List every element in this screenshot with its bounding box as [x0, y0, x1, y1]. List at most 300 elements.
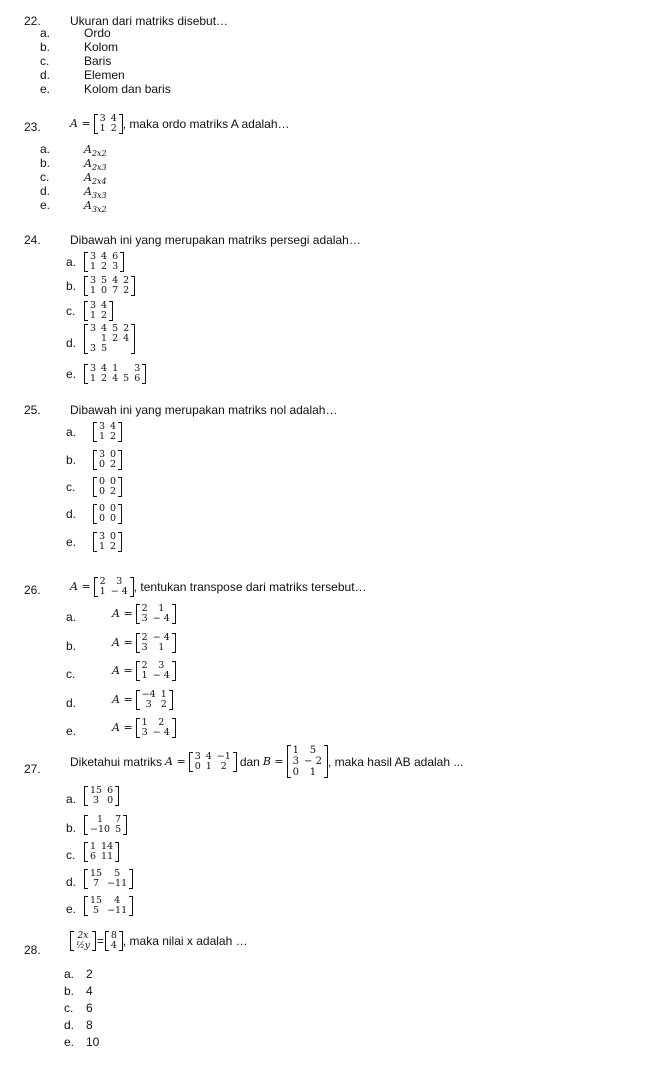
- matrix-grid: [140, 633, 172, 653]
- matrix-cell: 3: [90, 343, 97, 354]
- matrix-cell: 0: [110, 503, 117, 514]
- matrix-cell: 2: [123, 275, 130, 286]
- option-letter: d.: [40, 68, 51, 82]
- option-letter: a.: [40, 142, 51, 156]
- question-number: 28.: [24, 943, 41, 957]
- question-text-before: Diketahui matriks: [70, 754, 163, 769]
- matrix-cell: 3: [292, 756, 300, 767]
- option-letter: c.: [66, 667, 76, 681]
- matrix-cell: 3: [145, 699, 152, 710]
- option-letter: d.: [66, 696, 77, 710]
- matrix-cell: 1: [90, 373, 97, 384]
- bracket-right: [172, 633, 176, 653]
- option-a: [0, 967, 659, 981]
- question-number: 24.: [24, 233, 41, 247]
- matrix-cell: [123, 344, 129, 354]
- option-b: [0, 40, 659, 54]
- matrix-cell: 0: [101, 285, 108, 296]
- option-matrix: [84, 276, 135, 296]
- matrix-cell: 3: [194, 750, 201, 762]
- option-var: A =: [112, 664, 133, 677]
- matrix-cell: 2: [158, 717, 165, 728]
- matrix-grid: [140, 718, 172, 738]
- option-d: [0, 1018, 659, 1032]
- option-matrix: [84, 786, 119, 806]
- option-var: A: [84, 171, 92, 184]
- matrix-b-name: B =: [262, 754, 284, 768]
- matrix-cell: 1: [112, 363, 119, 374]
- bracket-right: [120, 252, 124, 272]
- question-text: [70, 114, 290, 134]
- matrix-cell: 4: [112, 373, 119, 384]
- matrix-cell: 5: [123, 373, 130, 384]
- option-sub: 2x2: [91, 149, 107, 158]
- matrix-grid: [88, 301, 109, 321]
- matrix-cell: 3: [158, 660, 165, 671]
- matrix-cell: 15: [90, 868, 103, 879]
- matrix-cell: 1: [99, 431, 106, 442]
- bracket-right: [131, 324, 135, 354]
- option-letter: a.: [40, 26, 51, 40]
- option-text: Elemen: [84, 68, 125, 82]
- option-sub: 2x3: [91, 163, 107, 172]
- matrix-cell: 1: [99, 123, 106, 134]
- matrix-cell: 1: [101, 333, 108, 344]
- option-a: [0, 603, 659, 624]
- matrix-grid: [88, 842, 115, 862]
- option-b: [0, 814, 659, 835]
- matrix-cell: 3: [90, 323, 97, 334]
- option-letter: b.: [40, 156, 51, 170]
- matrix-grid: [88, 276, 131, 296]
- option-c: [0, 170, 659, 184]
- option-d: [0, 689, 659, 710]
- matrix: [94, 577, 134, 597]
- option-letter: d.: [40, 184, 51, 198]
- matrix-cell: 3: [90, 363, 97, 374]
- matrix-name: A =: [70, 117, 91, 130]
- option-text: 10: [86, 1035, 100, 1049]
- option-e: [0, 717, 659, 738]
- option-letter: e.: [40, 82, 51, 96]
- matrix-cell: 3: [141, 727, 148, 738]
- option-a: [0, 142, 659, 156]
- matrix-grid: [109, 931, 119, 951]
- matrix-cell: − 4: [152, 727, 170, 738]
- matrix-cell: 4: [112, 275, 119, 286]
- bracket-right: [109, 301, 113, 321]
- option-e: [0, 895, 659, 916]
- matrix-cell: 2: [141, 632, 148, 643]
- matrix-cell: 5: [309, 745, 317, 756]
- matrix-cell: 0: [110, 531, 117, 542]
- option-d: [0, 68, 659, 82]
- option-text: 2: [86, 967, 93, 981]
- option-sub: 3x2: [91, 205, 107, 214]
- matrix-cell: −4: [141, 689, 156, 700]
- option-matrix: [84, 301, 113, 321]
- option-matrix-wrap: [93, 477, 122, 497]
- bracket-right: [92, 931, 96, 951]
- option-matrix: [84, 815, 127, 835]
- option-text: 4: [86, 984, 93, 998]
- matrix-grid: [88, 786, 115, 806]
- option-matrix: [93, 450, 122, 470]
- matrix-grid: [88, 869, 129, 889]
- matrix-cell: 2: [110, 123, 117, 134]
- matrix-grid: [97, 450, 118, 470]
- bracket-right: [118, 477, 122, 497]
- option-letter: a.: [66, 255, 77, 269]
- option-equation: [112, 718, 176, 738]
- matrix-cell: 2: [101, 373, 108, 384]
- matrix-grid: [98, 577, 130, 597]
- matrix-cell: 0: [99, 503, 106, 514]
- option-letter: a.: [66, 792, 77, 806]
- matrix-cell: − 4: [152, 632, 170, 643]
- option-equation: [112, 604, 176, 624]
- option-letter: b.: [66, 821, 77, 835]
- option-var: A =: [112, 693, 133, 706]
- option-matrix-wrap: [84, 869, 133, 889]
- option-text: Baris: [84, 54, 112, 68]
- bracket-right: [118, 504, 122, 524]
- question-text: Dibawah ini yang merupakan matriks nol adalah…: [70, 403, 338, 417]
- option-text: Ordo: [84, 26, 111, 40]
- option-var: A: [84, 157, 92, 170]
- bracket-right: [129, 896, 133, 916]
- question-number: 23.: [24, 120, 41, 134]
- option-b: [0, 984, 659, 998]
- matrix-grid: [88, 896, 129, 916]
- matrix-cell: 3: [141, 642, 148, 653]
- matrix-cell: 6: [112, 251, 119, 262]
- matrix-cell: 1: [99, 541, 106, 552]
- matrix-cell: 2: [123, 285, 130, 296]
- matrix-cell: 1: [90, 261, 97, 272]
- option-var: A =: [112, 636, 133, 649]
- bracket-right: [172, 718, 176, 738]
- matrix-cell: 4: [205, 750, 212, 762]
- question-text: [70, 577, 367, 597]
- option-a: [0, 785, 659, 806]
- matrix-cell: 1: [99, 586, 106, 597]
- option-matrix: [84, 324, 135, 354]
- option-var: A: [84, 143, 92, 156]
- matrix-a-name: A =: [165, 754, 186, 768]
- option-e: [0, 198, 659, 212]
- matrix-cell: 2: [101, 261, 108, 272]
- matrix-cell: 4: [114, 895, 121, 906]
- matrix-cell: 2: [110, 459, 117, 470]
- bracket-right: [172, 661, 176, 681]
- matrix-cell: − 2: [304, 756, 322, 767]
- option-letter: d.: [64, 1018, 75, 1032]
- matrix-cell: 3: [134, 363, 141, 374]
- option-letter: d.: [66, 336, 77, 350]
- option-equation: [112, 690, 173, 710]
- matrix-cell: − 4: [110, 586, 128, 597]
- option-matrix: [84, 896, 133, 916]
- matrix-cell: 1: [141, 670, 148, 681]
- matrix-grid: [193, 752, 233, 772]
- bracket-right: [118, 450, 122, 470]
- option-matrix: [136, 690, 173, 710]
- option-c: [0, 660, 659, 681]
- matrix-cell: 3: [99, 421, 106, 432]
- option-letter: e.: [66, 535, 77, 549]
- option-letter: c.: [40, 170, 50, 184]
- option-matrix: [84, 869, 133, 889]
- matrix-cell: 0: [110, 476, 117, 487]
- matrix-cell: 3: [93, 795, 100, 806]
- matrix-cell: 0: [110, 449, 117, 460]
- matrix-cell: 2x: [77, 931, 89, 941]
- matrix-grid: [140, 604, 172, 624]
- bracket-right: [118, 532, 122, 552]
- option-matrix: [93, 532, 122, 552]
- matrix-cell: 4: [110, 113, 117, 124]
- option-letter: c.: [40, 54, 50, 68]
- matrix-cell: −11: [107, 878, 128, 889]
- matrix-cell: 3: [116, 576, 123, 587]
- question-text-mid: dan: [239, 754, 260, 769]
- matrix-cell: 2: [220, 760, 227, 772]
- matrix-cell: 7: [112, 285, 119, 296]
- option-e: [0, 82, 659, 96]
- option-matrix-wrap: [93, 532, 122, 552]
- option-b: [0, 632, 659, 653]
- matrix-grid: [97, 477, 118, 497]
- bracket-right: [123, 815, 127, 835]
- matrix-cell: 3: [99, 113, 106, 124]
- matrix-left: [70, 931, 96, 951]
- bracket-right: [169, 690, 173, 710]
- matrix-b: [287, 745, 328, 778]
- option-a: [0, 421, 659, 442]
- option-letter: e.: [40, 198, 51, 212]
- question-number: 27.: [24, 762, 41, 776]
- option-letter: c.: [66, 304, 76, 318]
- matrix-grid: [97, 532, 118, 552]
- matrix-cell: 5: [101, 275, 108, 286]
- matrix-cell: 0: [107, 795, 114, 806]
- option-matrix-wrap: [84, 815, 127, 835]
- matrix-cell: 3: [112, 261, 119, 272]
- matrix-cell: 1: [90, 310, 97, 321]
- matrix-cell: 11: [101, 851, 114, 862]
- matrix-cell: 2: [110, 541, 117, 552]
- option-matrix: [84, 252, 124, 272]
- question-text-after: , maka ordo matriks A adalah…: [122, 117, 290, 131]
- question-text: [70, 931, 248, 951]
- matrix-cell: 1: [160, 689, 167, 700]
- option-d: [0, 503, 659, 524]
- matrix-cell: − 4: [152, 613, 170, 624]
- option-matrix: [84, 364, 146, 384]
- option-letter: c.: [66, 848, 76, 862]
- matrix-cell: 5: [114, 868, 121, 879]
- matrix-cell: 5: [112, 323, 119, 334]
- matrix-cell: 4: [101, 251, 108, 262]
- matrix-cell: 0: [194, 760, 201, 772]
- matrix-cell: 3: [90, 300, 97, 311]
- matrix-cell: 2: [123, 323, 130, 334]
- matrix-cell: −11: [107, 905, 128, 916]
- option-letter: b.: [40, 40, 51, 54]
- matrix-cell: − 4: [152, 670, 170, 681]
- matrix-grid: [97, 422, 118, 442]
- bracket-right: [115, 786, 119, 806]
- option-matrix-wrap: [84, 324, 135, 354]
- matrix-cell: 6: [134, 373, 141, 384]
- option-order: [84, 198, 107, 214]
- option-e: [0, 363, 659, 384]
- matrix-cell: 5: [101, 343, 108, 354]
- question-text: [70, 745, 463, 778]
- matrix-cell: 4: [123, 333, 130, 344]
- matrix-grid: [97, 504, 118, 524]
- option-letter: e.: [66, 902, 77, 916]
- question-number: 26.: [24, 583, 41, 597]
- option-matrix-wrap: [84, 364, 146, 384]
- matrix-cell: 1: [97, 814, 104, 825]
- option-equation: [112, 661, 176, 681]
- bracket-right: [172, 604, 176, 624]
- matrix-cell: 15: [90, 785, 103, 796]
- matrix-cell: 3: [90, 275, 97, 286]
- equals-sign: =: [96, 934, 104, 948]
- option-d: [0, 323, 659, 354]
- matrix-cell: 4: [110, 421, 117, 432]
- matrix-cell: 2: [112, 333, 119, 344]
- matrix-cell: 1: [205, 760, 212, 772]
- option-text: 6: [86, 1001, 93, 1015]
- matrix-cell: 1: [90, 285, 97, 296]
- option-text: Kolom dan baris: [84, 82, 171, 96]
- matrix-cell: 14: [101, 841, 114, 852]
- option-c: [0, 476, 659, 497]
- matrix-cell: 1: [309, 767, 317, 778]
- option-a: [0, 26, 659, 40]
- matrix: [94, 114, 123, 134]
- bracket-right: [131, 276, 135, 296]
- matrix-grid: [98, 114, 119, 134]
- matrix-cell: [112, 344, 118, 354]
- option-matrix-wrap: [84, 252, 124, 272]
- option-matrix: [93, 422, 122, 442]
- question-number: 25.: [24, 403, 41, 417]
- option-d: [0, 868, 659, 889]
- matrix-cell: 7: [93, 878, 100, 889]
- matrix-cell: 4: [101, 323, 108, 334]
- option-matrix: [136, 633, 176, 653]
- option-matrix-wrap: [93, 504, 122, 524]
- option-c: [0, 54, 659, 68]
- option-matrix: [136, 718, 176, 738]
- matrix-cell: 15: [90, 895, 103, 906]
- option-c: [0, 841, 659, 862]
- matrix-cell: 5: [115, 824, 122, 835]
- option-var: A =: [112, 607, 133, 620]
- matrix-cell: −1: [216, 750, 231, 762]
- matrix-cell: 1: [90, 841, 97, 852]
- option-letter: d.: [66, 507, 77, 521]
- matrix-grid: [88, 815, 123, 835]
- matrix-cell: 1: [158, 642, 165, 653]
- matrix-a: [189, 752, 237, 772]
- matrix-cell: 7: [115, 814, 122, 825]
- option-var: A =: [112, 721, 133, 734]
- bracket-right: [142, 364, 146, 384]
- matrix-grid: [88, 364, 142, 384]
- matrix-cell: 2: [110, 431, 117, 442]
- option-matrix-wrap: [93, 422, 122, 442]
- matrix-cell: ½y: [76, 941, 90, 951]
- matrix-cell: 2: [141, 660, 148, 671]
- matrix-cell: 1: [292, 745, 300, 756]
- option-b: [0, 275, 659, 296]
- matrix-cell: −10: [90, 824, 111, 835]
- matrix-cell: 2: [141, 603, 148, 614]
- matrix-cell: 0: [99, 459, 106, 470]
- option-matrix: [93, 477, 122, 497]
- bracket-right: [118, 422, 122, 442]
- question-text: Dibawah ini yang merupakan matriks persegi adalah…: [70, 233, 361, 247]
- question-text-after: , maka hasil AB adalah ...: [327, 754, 464, 769]
- matrix-cell: 2: [110, 486, 117, 497]
- matrix-cell: 4: [110, 940, 117, 951]
- matrix-cell: 5: [93, 905, 100, 916]
- option-letter: b.: [66, 453, 77, 467]
- matrix-grid: [140, 690, 169, 710]
- question-text-after: , maka nilai x adalah …: [122, 934, 248, 948]
- matrix-cell: 3: [99, 449, 106, 460]
- option-c: [0, 300, 659, 321]
- matrix-cell: 3: [90, 251, 97, 262]
- option-b: [0, 156, 659, 170]
- question-number: 22.: [24, 14, 41, 28]
- option-a: [0, 251, 659, 272]
- option-matrix-wrap: [84, 786, 119, 806]
- matrix-grid: [291, 745, 324, 778]
- option-letter: e.: [66, 367, 77, 381]
- option-matrix: [136, 604, 176, 624]
- matrix-grid: [140, 661, 172, 681]
- option-text: Kolom: [84, 40, 119, 54]
- option-e: [0, 1035, 659, 1049]
- option-matrix: [136, 661, 176, 681]
- matrix-cell: 8: [110, 930, 117, 941]
- bracket-right: [233, 752, 237, 772]
- matrix-cell: 3: [99, 531, 106, 542]
- option-var: A: [84, 185, 92, 198]
- option-letter: b.: [66, 279, 77, 293]
- matrix-cell: 0: [99, 476, 106, 487]
- option-matrix-wrap: [93, 450, 122, 470]
- matrix-cell: 0: [110, 513, 117, 524]
- option-letter: e.: [64, 1035, 75, 1049]
- matrix-cell: 6: [90, 851, 97, 862]
- option-sub: 3x3: [91, 191, 107, 200]
- option-letter: b.: [66, 639, 77, 653]
- option-c: [0, 1001, 659, 1015]
- option-e: [0, 531, 659, 552]
- option-letter: a.: [66, 425, 77, 439]
- matrix-cell: 2: [101, 310, 108, 321]
- option-matrix-wrap: [84, 276, 135, 296]
- matrix-cell: 0: [292, 767, 300, 778]
